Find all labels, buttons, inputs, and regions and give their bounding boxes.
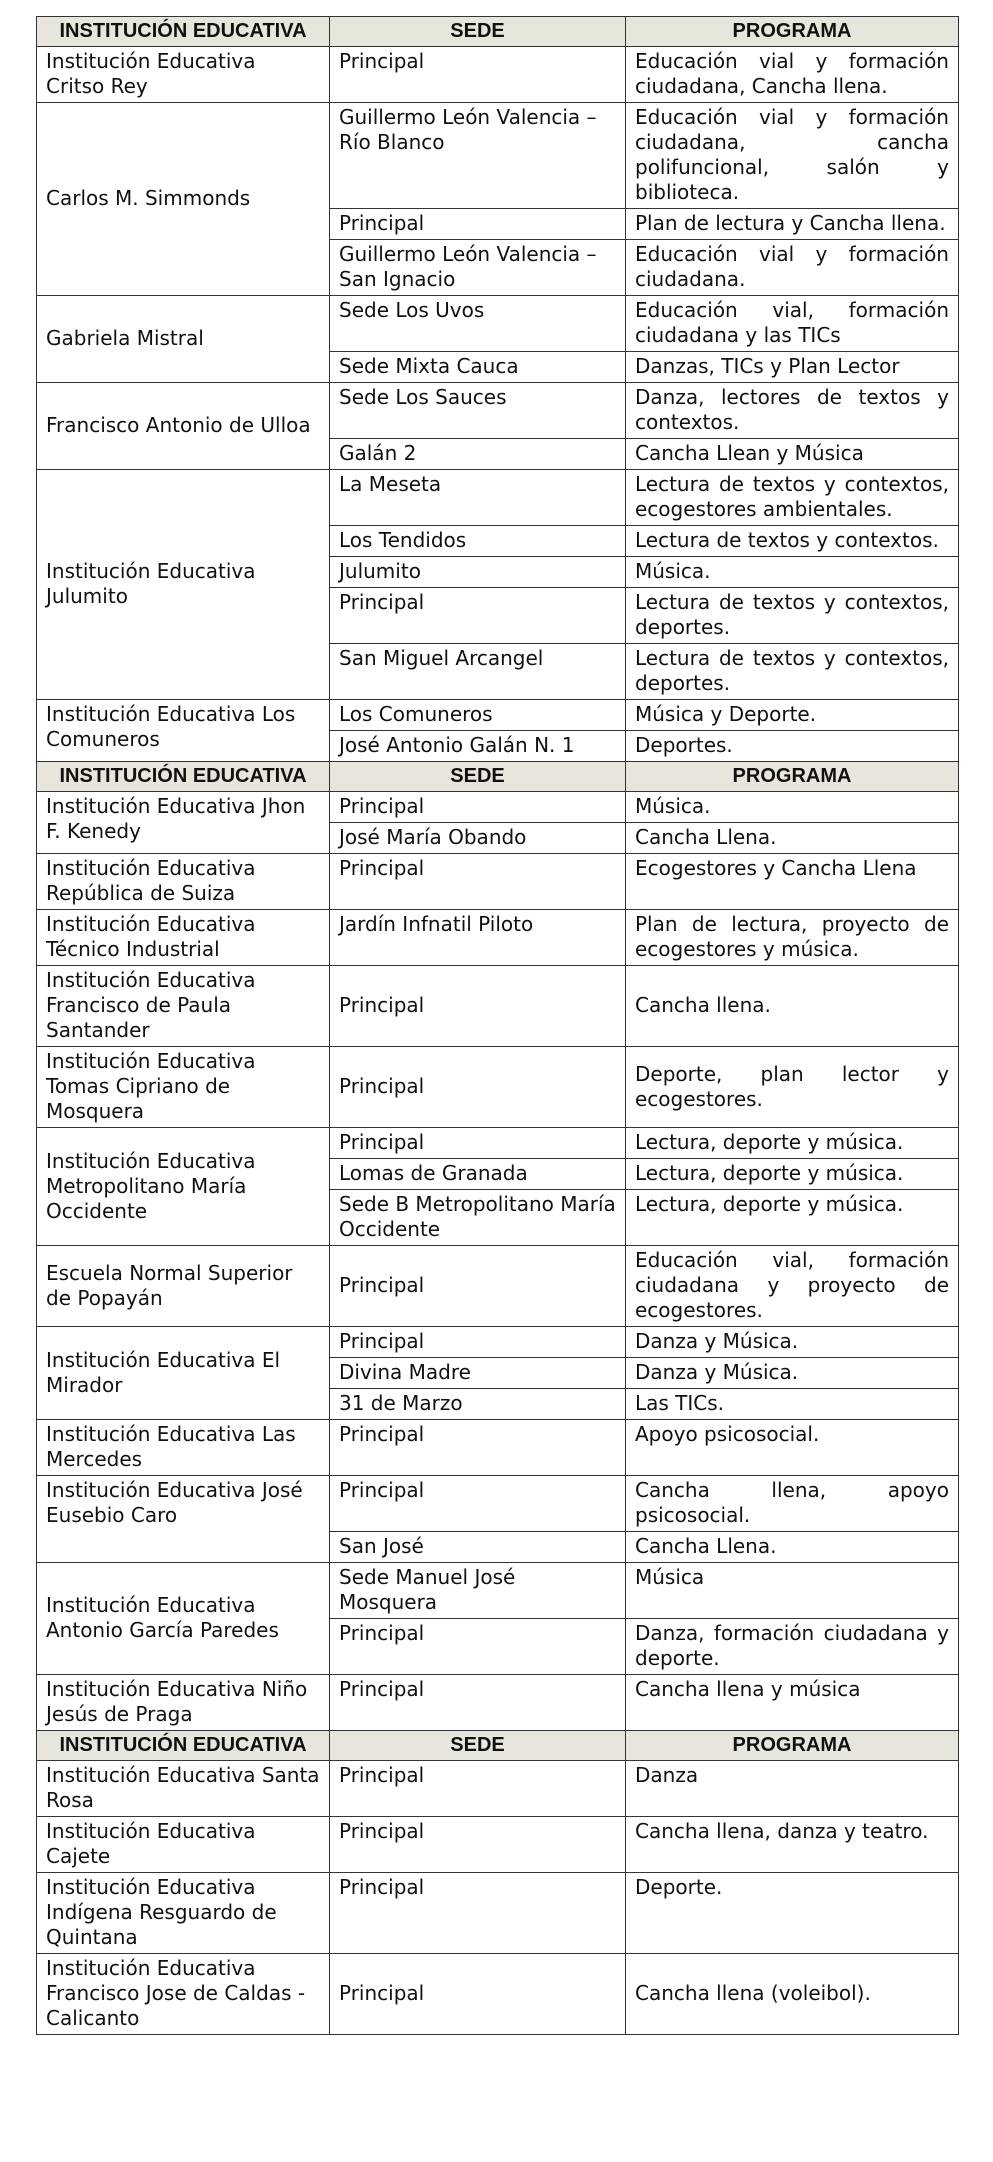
programa-cell: Educación vial, formación ciudadana y las TICs — [626, 296, 959, 352]
institution-cell: Institución Educativa Francisco de Paula Santander — [37, 966, 330, 1047]
sede-cell: Principal — [330, 1047, 626, 1128]
institution-cell: Institución Educativa Técnico Industrial — [37, 910, 330, 966]
header-institucion: INSTITUCIÓN EDUCATIVA — [37, 1731, 330, 1761]
sede-cell: San José — [330, 1532, 626, 1563]
sede-cell: José Antonio Galán N. 1 — [330, 731, 626, 762]
institution-cell: Institución Educativa Indígena Resguardo de Quintana — [37, 1873, 330, 1954]
table-row — [37, 700, 959, 731]
programa-cell: Lectura, deporte y música. — [626, 1159, 959, 1190]
sede-cell: Guillermo León Valencia – San Ignacio — [330, 240, 626, 296]
programa-cell: Música — [626, 1563, 959, 1619]
header-programa: PROGRAMA — [626, 1731, 959, 1761]
programa-cell: Cancha llena (voleibol). — [626, 1954, 959, 2035]
programa-cell: Danza, lectores de textos y contextos. — [626, 383, 959, 439]
programa-cell: Plan de lectura y Cancha llena. — [626, 209, 959, 240]
sede-cell: Principal — [330, 1873, 626, 1954]
sede-cell: Sede Mixta Cauca — [330, 352, 626, 383]
programa-cell: Danza — [626, 1761, 959, 1817]
header-row — [37, 17, 959, 47]
institution-cell: Institución Educativa Los Comuneros — [37, 700, 330, 762]
institution-cell: Institución Educativa Las Mercedes — [37, 1420, 330, 1476]
table-row — [37, 470, 959, 526]
sede-cell: Principal — [330, 854, 626, 910]
institution-cell: Gabriela Mistral — [37, 296, 330, 383]
programs-table-body — [37, 17, 959, 2035]
programa-cell: Danza y Música. — [626, 1327, 959, 1358]
institution-cell: Institución Educativa José Eusebio Caro — [37, 1476, 330, 1563]
programa-cell: Lectura de textos y contextos, deportes. — [626, 588, 959, 644]
programa-cell: Cancha llena. — [626, 966, 959, 1047]
table-row — [37, 1128, 959, 1159]
sede-cell: Divina Madre — [330, 1358, 626, 1389]
sede-cell: Sede Los Sauces — [330, 383, 626, 439]
programa-cell: Lectura de textos y contextos, ecogestores ambientales. — [626, 470, 959, 526]
programa-cell: Ecogestores y Cancha Llena — [626, 854, 959, 910]
table-row — [37, 1873, 959, 1954]
sede-cell: Guillermo León Valencia – Río Blanco — [330, 103, 626, 209]
header-row — [37, 762, 959, 792]
programa-cell: Apoyo psicosocial. — [626, 1420, 959, 1476]
programa-cell: Educación vial y formación ciudadana. — [626, 240, 959, 296]
table-row — [37, 966, 959, 1047]
sede-cell: Principal — [330, 792, 626, 823]
table-row — [37, 47, 959, 103]
programa-cell: Cancha llena, apoyo psicosocial. — [626, 1476, 959, 1532]
sede-cell: Principal — [330, 209, 626, 240]
sede-cell: Principal — [330, 1619, 626, 1675]
programa-cell: Educación vial y formación ciudadana, Cancha llena. — [626, 47, 959, 103]
programa-cell: Danza y Música. — [626, 1358, 959, 1389]
table-row — [37, 1817, 959, 1873]
programa-cell: Lectura de textos y contextos. — [626, 526, 959, 557]
institution-cell: Institución Educativa Santa Rosa — [37, 1761, 330, 1817]
sede-cell: José María Obando — [330, 823, 626, 854]
programa-cell: Danza, formación ciudadana y deporte. — [626, 1619, 959, 1675]
sede-cell: Principal — [330, 1675, 626, 1731]
sede-cell: Sede Los Uvos — [330, 296, 626, 352]
sede-cell: Principal — [330, 1327, 626, 1358]
programa-cell: Educación vial, formación ciudadana y proyecto de ecogestores. — [626, 1246, 959, 1327]
sede-cell: Jardín Infnatil Piloto — [330, 910, 626, 966]
institution-cell: Carlos M. Simmonds — [37, 103, 330, 296]
institution-cell: Institución Educativa Jhon F. Kenedy — [37, 792, 330, 854]
institution-cell: Institución Educativa Critso Rey — [37, 47, 330, 103]
institution-cell: Institución Educativa El Mirador — [37, 1327, 330, 1420]
header-institucion: INSTITUCIÓN EDUCATIVA — [37, 762, 330, 792]
programa-cell: Deporte. — [626, 1873, 959, 1954]
sede-cell: Lomas de Granada — [330, 1159, 626, 1190]
programa-cell: Danzas, TICs y Plan Lector — [626, 352, 959, 383]
programa-cell: Cancha Llena. — [626, 1532, 959, 1563]
sede-cell: Principal — [330, 47, 626, 103]
programa-cell: Las TICs. — [626, 1389, 959, 1420]
sede-cell: 31 de Marzo — [330, 1389, 626, 1420]
programa-cell: Deporte, plan lector y ecogestores. — [626, 1047, 959, 1128]
table-row — [37, 1761, 959, 1817]
institution-cell: Institución Educativa Julumito — [37, 470, 330, 700]
sede-cell: Principal — [330, 1954, 626, 2035]
table-row — [37, 1954, 959, 2035]
sede-cell: Principal — [330, 1246, 626, 1327]
programa-cell: Música. — [626, 557, 959, 588]
sede-cell: Principal — [330, 966, 626, 1047]
table-row — [37, 296, 959, 352]
table-row — [37, 854, 959, 910]
programa-cell: Cancha Llena. — [626, 823, 959, 854]
table-row — [37, 103, 959, 209]
sede-cell: Los Comuneros — [330, 700, 626, 731]
header-institucion: INSTITUCIÓN EDUCATIVA — [37, 17, 330, 47]
programa-cell: Deportes. — [626, 731, 959, 762]
sede-cell: Principal — [330, 1761, 626, 1817]
institution-cell: Institución Educativa Tomas Cipriano de Mosquera — [37, 1047, 330, 1128]
institution-cell: Institución Educativa Cajete — [37, 1817, 330, 1873]
table-row — [37, 910, 959, 966]
programa-cell: Cancha llena y música — [626, 1675, 959, 1731]
table-row — [37, 1675, 959, 1731]
header-programa: PROGRAMA — [626, 762, 959, 792]
programs-table — [36, 16, 959, 2035]
header-sede: SEDE — [330, 17, 626, 47]
sede-cell: Sede B Metropolitano María Occidente — [330, 1190, 626, 1246]
sede-cell: La Meseta — [330, 470, 626, 526]
programa-cell: Lectura, deporte y música. — [626, 1128, 959, 1159]
header-programa: PROGRAMA — [626, 17, 959, 47]
programa-cell: Música. — [626, 792, 959, 823]
programa-cell: Cancha Llean y Música — [626, 439, 959, 470]
institution-cell: Institución Educativa República de Suiza — [37, 854, 330, 910]
sede-cell: Principal — [330, 588, 626, 644]
institution-cell: Institución Educativa Niño Jesús de Praga — [37, 1675, 330, 1731]
programa-cell: Educación vial y formación ciudadana, cancha polifuncional, salón y biblioteca. — [626, 103, 959, 209]
sede-cell: Principal — [330, 1420, 626, 1476]
table-row — [37, 1327, 959, 1358]
institution-cell: Institución Educativa Antonio García Paredes — [37, 1563, 330, 1675]
table-row — [37, 792, 959, 823]
programa-cell: Plan de lectura, proyecto de ecogestores y música. — [626, 910, 959, 966]
institution-cell: Escuela Normal Superior de Popayán — [37, 1246, 330, 1327]
sede-cell: Principal — [330, 1817, 626, 1873]
sede-cell: Principal — [330, 1476, 626, 1532]
sede-cell: Julumito — [330, 557, 626, 588]
table-row — [37, 1246, 959, 1327]
header-sede: SEDE — [330, 1731, 626, 1761]
sede-cell: Principal — [330, 1128, 626, 1159]
table-row — [37, 1047, 959, 1128]
institution-cell: Francisco Antonio de Ulloa — [37, 383, 330, 470]
programs-table-container — [36, 16, 958, 2035]
header-sede: SEDE — [330, 762, 626, 792]
header-row — [37, 1731, 959, 1761]
sede-cell: San Miguel Arcangel — [330, 644, 626, 700]
table-row — [37, 1563, 959, 1619]
sede-cell: Galán 2 — [330, 439, 626, 470]
programa-cell: Lectura de textos y contextos, deportes. — [626, 644, 959, 700]
table-row — [37, 383, 959, 439]
institution-cell: Institución Educativa Francisco Jose de Caldas - Calicanto — [37, 1954, 330, 2035]
sede-cell: Sede Manuel José Mosquera — [330, 1563, 626, 1619]
sede-cell: Los Tendidos — [330, 526, 626, 557]
programa-cell: Música y Deporte. — [626, 700, 959, 731]
table-row — [37, 1420, 959, 1476]
table-row — [37, 1476, 959, 1532]
institution-cell: Institución Educativa Metropolitano María Occidente — [37, 1128, 330, 1246]
programa-cell: Cancha llena, danza y teatro. — [626, 1817, 959, 1873]
programa-cell: Lectura, deporte y música. — [626, 1190, 959, 1246]
